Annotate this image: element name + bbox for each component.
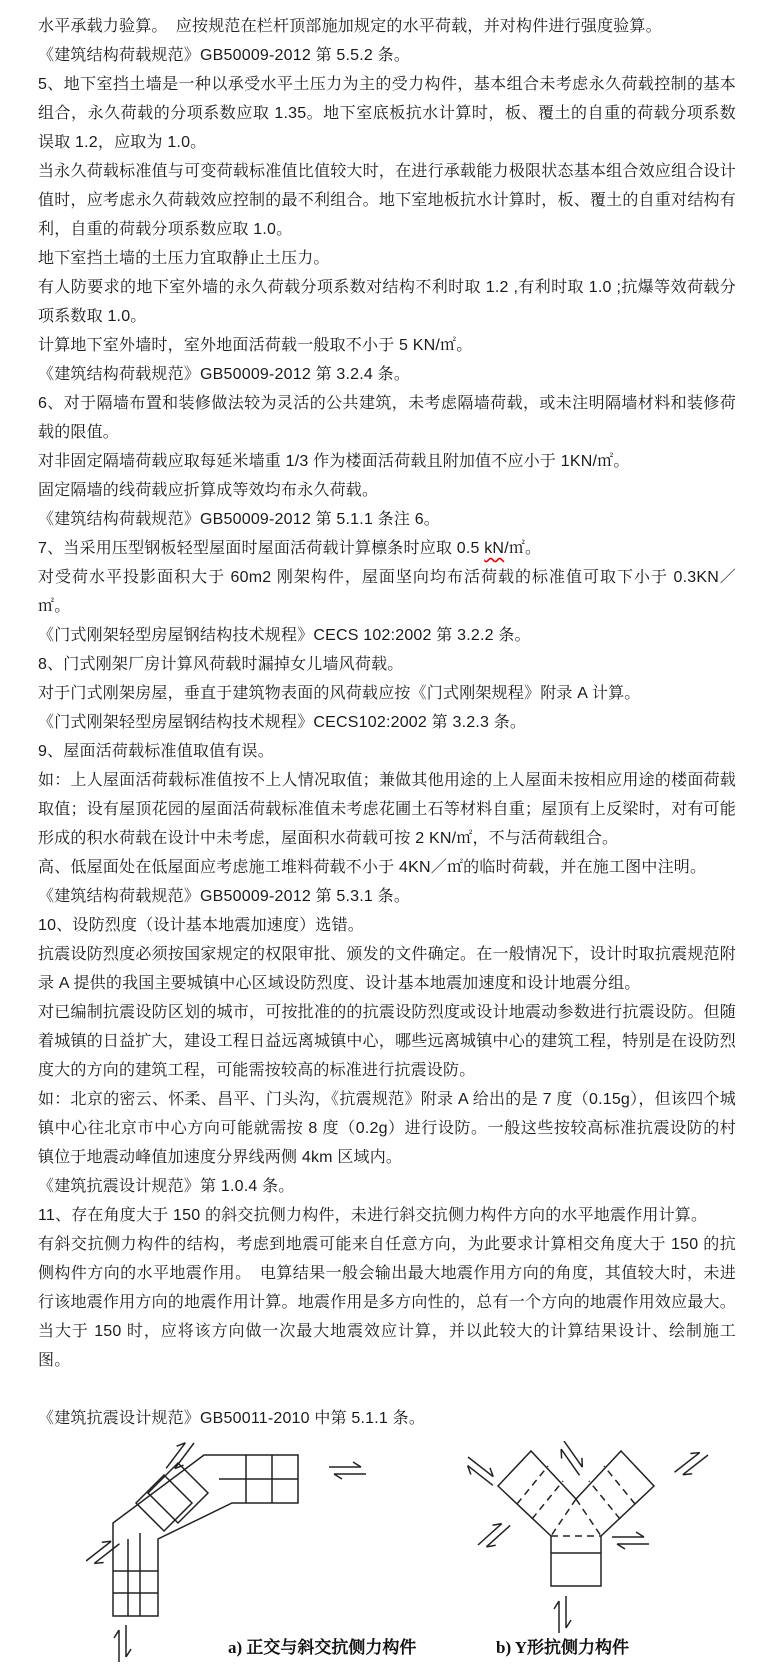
paragraph: 5、地下室挡土墙是一种以承受水平土压力为主的受力构件，基本组合未考虑永久荷载控制的基本组合，永久荷载的分项系数应取 1.35。地下室底板抗水计算时，板、覆土的自重的荷载分项系数误取 1.2，应取为 1.0。 [38,76,736,151]
paragraph: 对于门式刚架房屋，垂直于建筑物表面的风荷载应按《门式刚架规程》附录 A 计算。 [38,685,641,702]
paragraph: 当永久荷载标准值与可变荷载标准值比值较大时，在进行承载能力极限状态基本组合效应组合设计值时，应考虑永久荷载效应控制的最不利组合。地下室地板抗水计算时，板、覆土的自重对结构有利，自重的荷载分项系数应取 1.0。 [38,163,736,238]
paragraph: 有人防要求的地下室外墙的永久荷载分项系数对结构不利时取 1.2 ,有利时取 1.0 ;抗爆等效荷载分项系数取 1.0。 [38,279,736,325]
paragraph: 9、屋面活荷载标准值取值有误。 [38,743,274,760]
paragraph: 11、存在角度大于 150 的斜交抗侧力构件，未进行斜交抗侧力构件方向的水平地震作用计算。 [38,1207,708,1224]
paragraph: 地下室挡土墙的土压力宜取静止土压力。 [38,250,330,267]
core-junction-dashed [551,1499,601,1536]
paragraph: 计算地下室外墙时，室外地面活荷载一般取不小于 5 KN/㎡。 [38,337,473,354]
paragraph: 如：上人屋面活荷载标准值按不上人情况取值；兼做其他用途的上人屋面未按相应用途的楼面荷载取值；设有屋顶花园的屋面活荷载标准值未考虑花圃土石等材料自重；屋顶有上反梁时，对有可能形成的积水荷载在设计中未考虑，屋面积水荷载可按 2 KN/㎡，不与活荷载组合。 [38,772,736,847]
spellcheck-flagged-text: kN [484,540,505,557]
figure-b [466,1441,716,1673]
figures-row [38,1441,736,1673]
paragraph: 《门式刚架轻型房屋钢结构技术规程》CECS102:2002 第 3.2.3 条。 [38,714,527,731]
paragraph: 10、设防烈度（设计基本地震加速度）选错。 [38,917,364,934]
paragraph: 《门式刚架轻型房屋钢结构技术规程》CECS 102:2002 第 3.2.2 条。 [38,627,531,644]
paragraph: 6、对于隔墙布置和装修做法较为灵活的公共建筑，未考虑隔墙荷载，或未注明隔墙材料和装修荷载的限值。 [38,395,736,441]
paragraph: 对非固定隔墙荷载应取每延米墙重 1/3 作为楼面活荷载且附加值不应小于 1KN/㎡。 [38,453,630,470]
paragraph: 高、低屋面处在低屋面应考虑施工堆料荷载不小于 4KN／㎡的临时荷载，并在施工图中注明。 [38,859,707,876]
paragraph-text: /㎡。 [504,540,542,557]
left-wing-outline [498,1451,576,1536]
figure-b-caption: b) Y形抗侧力构件 [496,1638,630,1657]
figure-a [86,1441,438,1673]
bottom-wing-outline [551,1536,601,1586]
paragraph: 《建筑结构荷载规范》GB50009-2012 第 5.1.1 条注 6。 [38,511,440,528]
right-wing-outline [576,1451,654,1536]
paragraph: 《建筑结构荷载规范》GB50009-2012 第 5.5.2 条。 [38,47,411,64]
force-arrows-icon [466,1441,711,1633]
paragraph-with-spellcheck [38,534,736,563]
paragraph: 如：北京的密云、怀柔、昌平、门头沟，《抗震规范》附录 A 给出的是 7 度（0.15g），但该四个城镇中心往北京市中心方向可能就需按 8 度（0.2g）进行设防。一般这些按较高标准抗震设防的村镇位于地震动峰值加速度分界线两侧 4km 区域内。 [38,1091,736,1166]
paragraph: 《建筑抗震设计规范》第 1.0.4 条。 [38,1178,295,1195]
paragraph: 有斜交抗侧力构件的结构，考虑到地震可能来自任意方向，为此要求计算相交角度大于 150 的抗侧构件方向的水平地震作用。 电算结果一般会输出最大地震作用方向的角度，其值较大时，未进行该地震作用方向的地震作用计算。地震作用是多方向性的，总有一个方向的地震作用效应最大。当大于 150 时，应将该方向做一次最大地震效应计算，并以此较大的计算结果设计、绘制施工图。 [38,1236,736,1369]
paragraph: 8、门式刚架厂房计算风荷载时漏掉女儿墙风荷载。 [38,656,404,673]
paragraph: 抗震设防烈度必须按国家规定的权限审批、颁发的文件确定。在一般情况下，设计时取抗震规范附录 A 提供的我国主要城镇中心区域设防烈度、设计基本地震加速度和设计地震分组。 [38,946,736,992]
paragraph: 固定隔墙的线荷载应折算成等效均布永久荷载。 [38,482,379,499]
paragraph: 《建筑抗震设计规范》GB50011-2010 中第 5.1.1 条。 [38,1410,426,1427]
wing-grid-lines [113,1455,298,1616]
figure-a-caption: a) 正交与斜交抗侧力构件 [228,1638,417,1657]
paragraph: 《建筑结构荷载规范》GB50009-2012 第 5.3.1 条。 [38,888,411,905]
paragraph: 水平承载力验算。 应按规范在栏杆顶部施加规定的水平荷载，并对构件进行强度验算。 [38,18,662,35]
paragraph: 对已编制抗震设防区划的城市，可按批准的的抗震设防烈度或设计地震动参数进行抗震设防。但随着城镇的日益扩大，建设工程日益远离城镇中心，哪些远离城镇中心的建筑工程，特别是在设防烈度大的方向的建筑工程，可能需按较高的标准进行抗震设防。 [38,1004,736,1079]
paragraph-text: 7、当采用压型钢板轻型屋面时屋面活荷载计算檩条时应取 0.5 [38,540,485,557]
paragraph: 《建筑结构荷载规范》GB50009-2012 第 3.2.4 条。 [38,366,411,383]
paragraph: 对受荷水平投影面积大于 60m2 刚架构件，屋面坚向均布活荷载的标准值可取下小于 0.3KN／㎡。 [38,569,736,615]
document-body [38,12,736,1433]
